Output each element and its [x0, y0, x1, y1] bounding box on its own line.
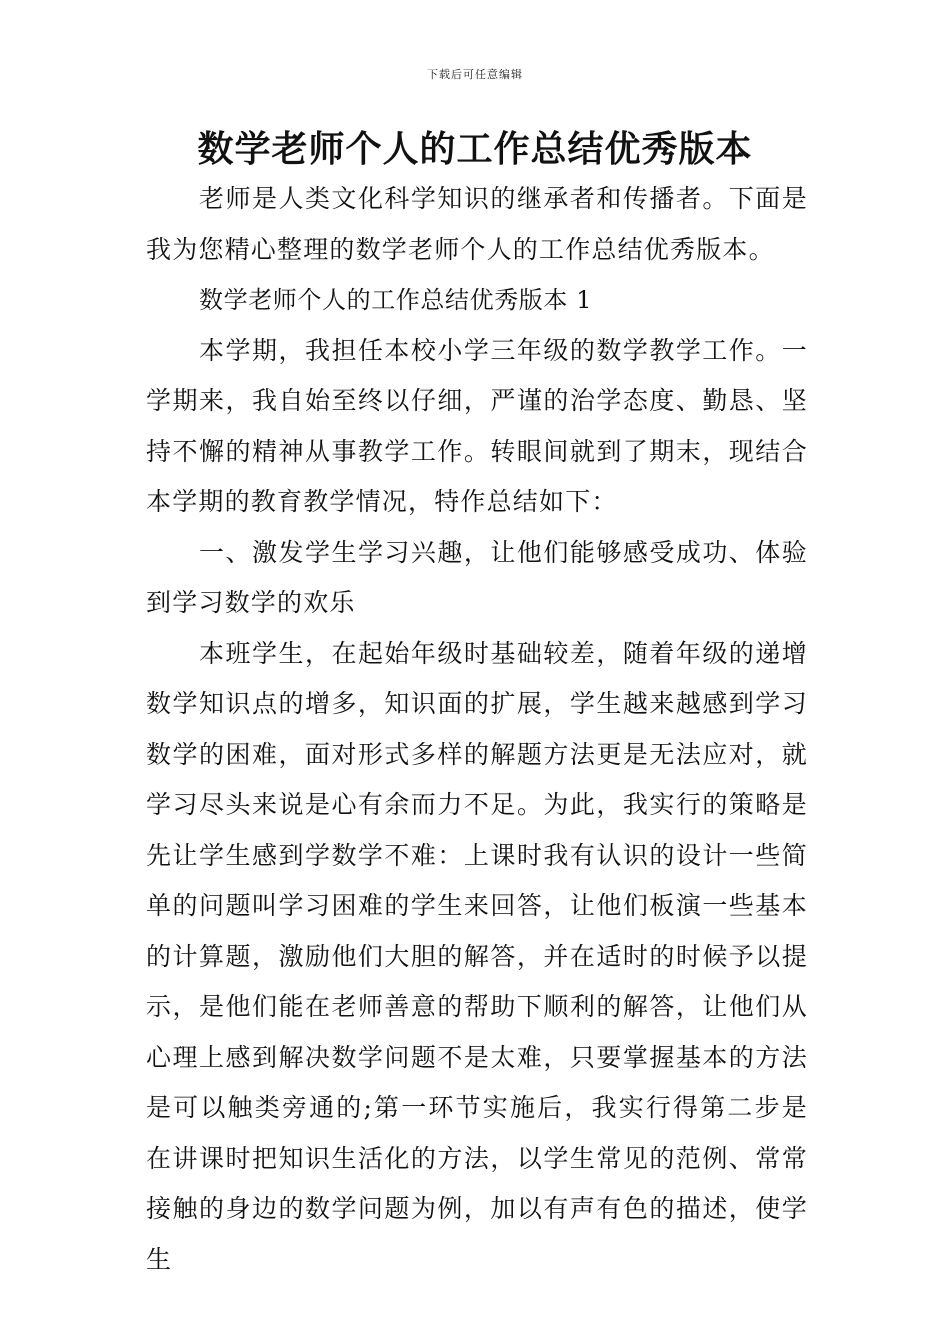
sub-heading-paragraph: 一、激发学生学习兴趣，让他们能够感受成功、体验到学习数学的欢乐 [146, 537, 808, 617]
body-paragraph: 本学期，我担任本校小学三年级的数学教学工作。一学期来，我自始至终以仔细，严谨的治学态度、勤恳、坚持不懈的精神从事教学工作。转眼间就到了期末，现结合本学期的教育教学情况，特作总结如下： [146, 335, 808, 516]
document-body [146, 174, 808, 1285]
body-paragraph: 本班学生，在起始年级时基础较差，随着年级的递增数学知识点的增多，知识面的扩展，学生越来越感到学习数学的困难，面对形式多样的解题方法更是无法应对，就学习尽头来说是心有余而力不足。为此，我实行的策略是先让学生感到学数学不难：上课时我有认识的设计一些简单的问题叫学习困难的学生来回答，让他们板演一些基本的计算题，激励他们大胆的解答，并在适时的时候予以提示，是他们能在老师善意的帮助下顺利的解答，让他们从心理上感到解决数学问题不是太难，只要掌握基本的方法是可以触类旁通的;第一环节实施后，我实行得第二步是在讲课时把知识生活化的方法，以学生常见的范例、常常接触的身边的数学问题为例，加以有声有色的描述，使学生 [146, 638, 808, 1274]
header-note: 下载后可任意编辑 [427, 68, 523, 81]
section-heading: 数学老师个人的工作总结优秀版本 1 [199, 286, 593, 314]
intro-paragraph: 老师是人类文化科学知识的继承者和传播者。下面是我为您精心整理的数学老师个人的工作总结优秀版本。 [146, 184, 808, 264]
document-title: 数学老师个人的工作总结优秀版本 [197, 129, 753, 170]
